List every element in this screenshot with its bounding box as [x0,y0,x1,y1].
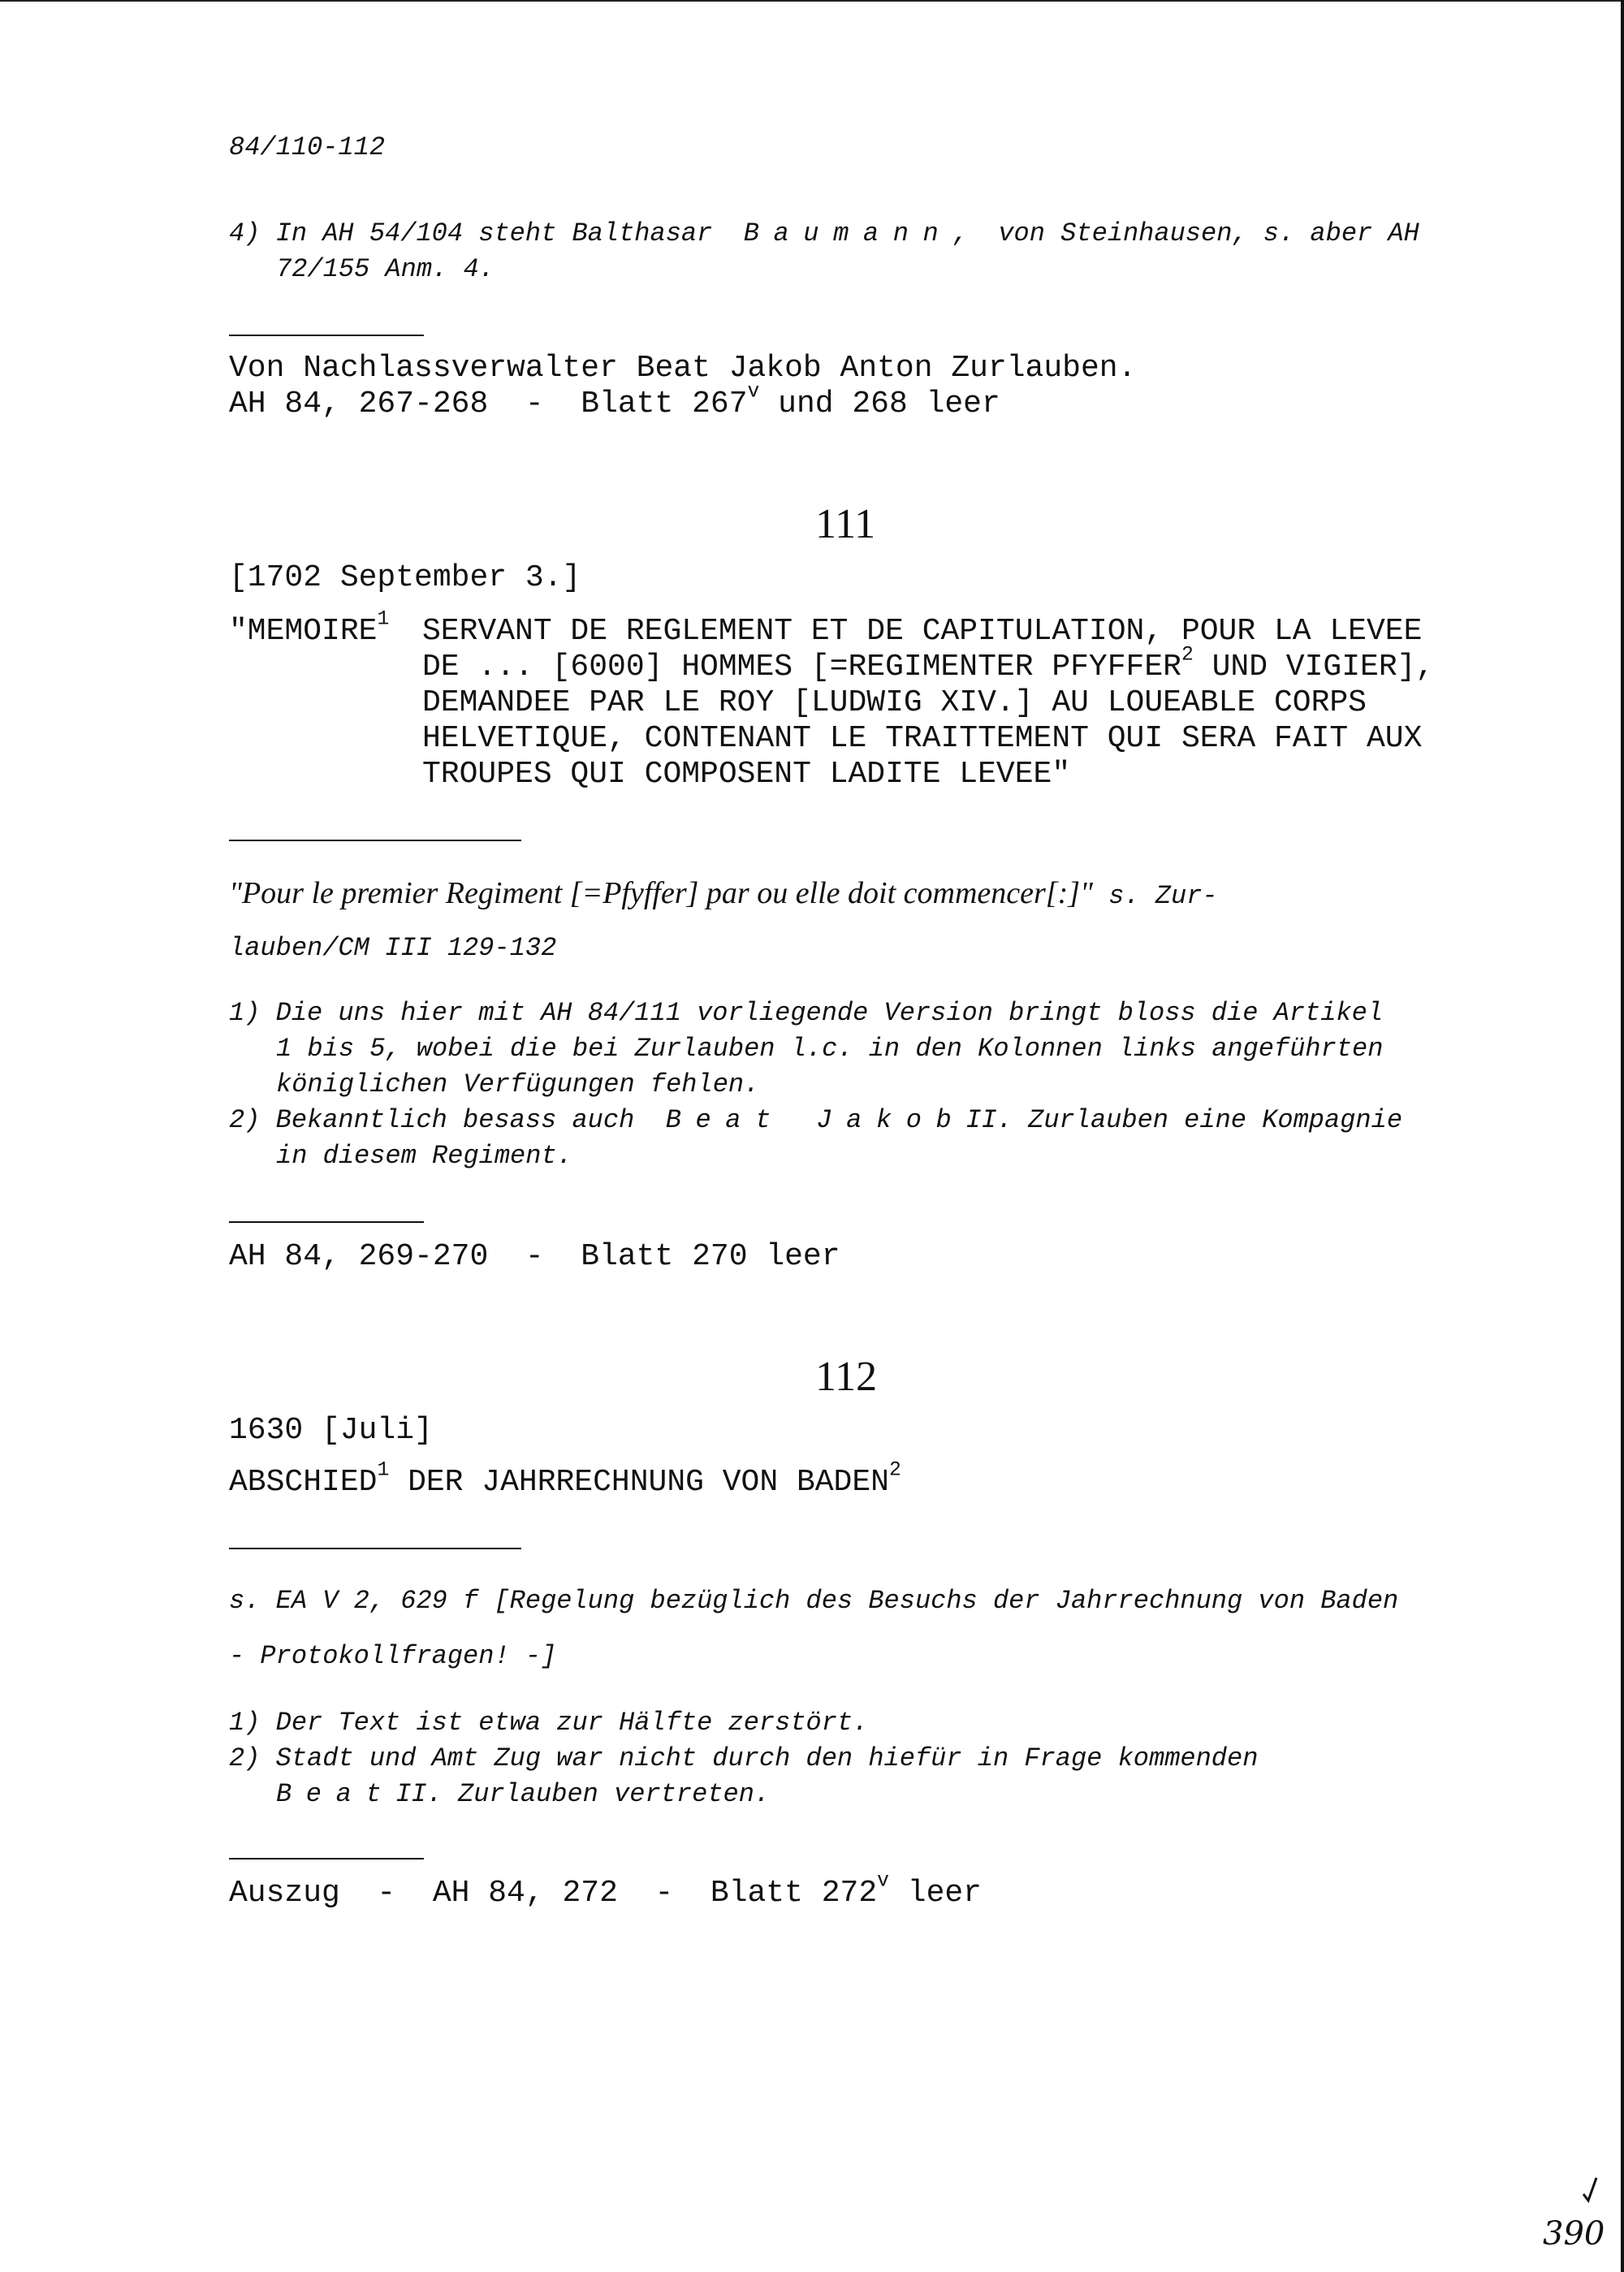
separator-rule [229,1858,424,1859]
verso-mark: v [877,1869,889,1893]
footnote-ref-1: 1 [377,607,390,631]
document-112-note1: 1) Der Text ist etwa zur Hälfte zerstört. [229,1708,869,1738]
document-111-note1-line1: 1) Die uns hier mit AH 84/111 vorliegende Version bringt bloss die Artikel [229,998,1384,1028]
document-111-title-line2: DE ... [6000] HOMMES [=REGIMENTER PFYFFER$^2$ UND VIGIER], [422,643,1435,685]
source-110-line2: AH 84, 267-268 - Blatt 267$^v$ und 268 leer [229,380,1000,421]
document-112-date: 1630 [Juli] [229,1413,433,1448]
document-number-112: 112 [815,1354,878,1400]
scan-top-edge [0,0,1624,2]
separator-rule [229,335,424,336]
separator-rule [229,840,521,841]
footnote-ref-2: 2 [1181,643,1194,667]
note-text: von Steinhausen, s. aber AH [998,218,1419,248]
footnote-ref-2: 2 [888,1458,901,1482]
scan-right-edge [1621,0,1624,2272]
document-112-title: ABSCHIED$^1$ DER JAHRRECHNUNG VON BADEN$^2$ [229,1458,901,1500]
document-112-source: Auszug - AH 84, 272 - Blatt 272$^v$ leer [229,1869,982,1911]
spaced-name: Baumann, [743,218,983,248]
verso-mark: v [747,380,760,404]
document-111-note2-line1: 2) Bekanntlich besass auch Beat JakobII. Zurlauben eine Kompagnie [229,1105,1403,1135]
document-112-reference-line1: s. EA V 2, 629 f [Regelung bezüglich des Besuchs der Jahrrechnung von Baden [229,1586,1399,1616]
document-111-title-line3: DEMANDEE PAR LE ROY [LUDWIG XIV.] AU LOUEABLE CORPS [422,685,1367,720]
document-111-reference-line1: "Pour le premier Regiment [=Pfyffer] par ou elle doit commencer[:]" s. Zur- [229,876,1218,911]
spaced-name: Beat [665,1105,785,1135]
header-reference: 84/110-112 [229,132,386,162]
document-112-reference-line2: - Protokollfragen! -] [229,1641,557,1671]
document-111-title-line1: SERVANT DE REGLEMENT ET DE CAPITULATION, POUR LA LEVEE [422,614,1423,649]
source-110-line1: Von Nachlassverwalter Beat Jakob Anton Zurlauben. [229,351,1137,386]
separator-rule [229,1548,521,1549]
document-111-source: AH 84, 269-270 - Blatt 270 leer [229,1239,840,1274]
note-text: In AH 54/104 steht Balthasar [275,218,713,248]
handwritten-page-number: 390 [1543,2215,1605,2253]
document-111-note2-line2: in diesem Regiment. [276,1141,572,1171]
document-111-date: [1702 September 3.] [229,560,581,595]
document-111-title-line4: HELVETIQUE, CONTENANT LE TRAITTEMENT QUI SERA FAIT AUX [422,721,1423,756]
document-number-111: 111 [815,501,876,547]
separator-rule [229,1221,424,1223]
document-112-note2-line2: BeatII. Zurlauben vertreten. [276,1779,771,1809]
document-111-title-line5: TROUPES QUI COMPOSENT LADITE LEVEE" [422,757,1071,792]
document-112-note2-line1: 2) Stadt und Amt Zug war nicht durch den hiefür in Frage kommenden [229,1743,1259,1773]
note-110-4-line2: 72/155 Anm. 4. [276,254,495,284]
checkmark-icon [1580,2173,1600,2205]
document-111-reference-line2: lauben/CM III 129-132 [229,933,557,963]
footnote-ref-1: 1 [377,1458,390,1482]
note-marker: 4) [229,218,261,248]
document-111-note1-line2: 1 bis 5, wobei die bei Zurlauben l.c. in den Kolonnen links angeführten [276,1034,1384,1064]
note-110-4-line1 [229,216,1419,252]
spaced-name: Beat [276,1779,396,1809]
document-111-title-lead: "MEMOIRE$^1$ [229,607,390,649]
spaced-name: Jakob [816,1105,966,1135]
document-111-note1-line3: königlichen Verfügungen fehlen. [276,1069,760,1099]
